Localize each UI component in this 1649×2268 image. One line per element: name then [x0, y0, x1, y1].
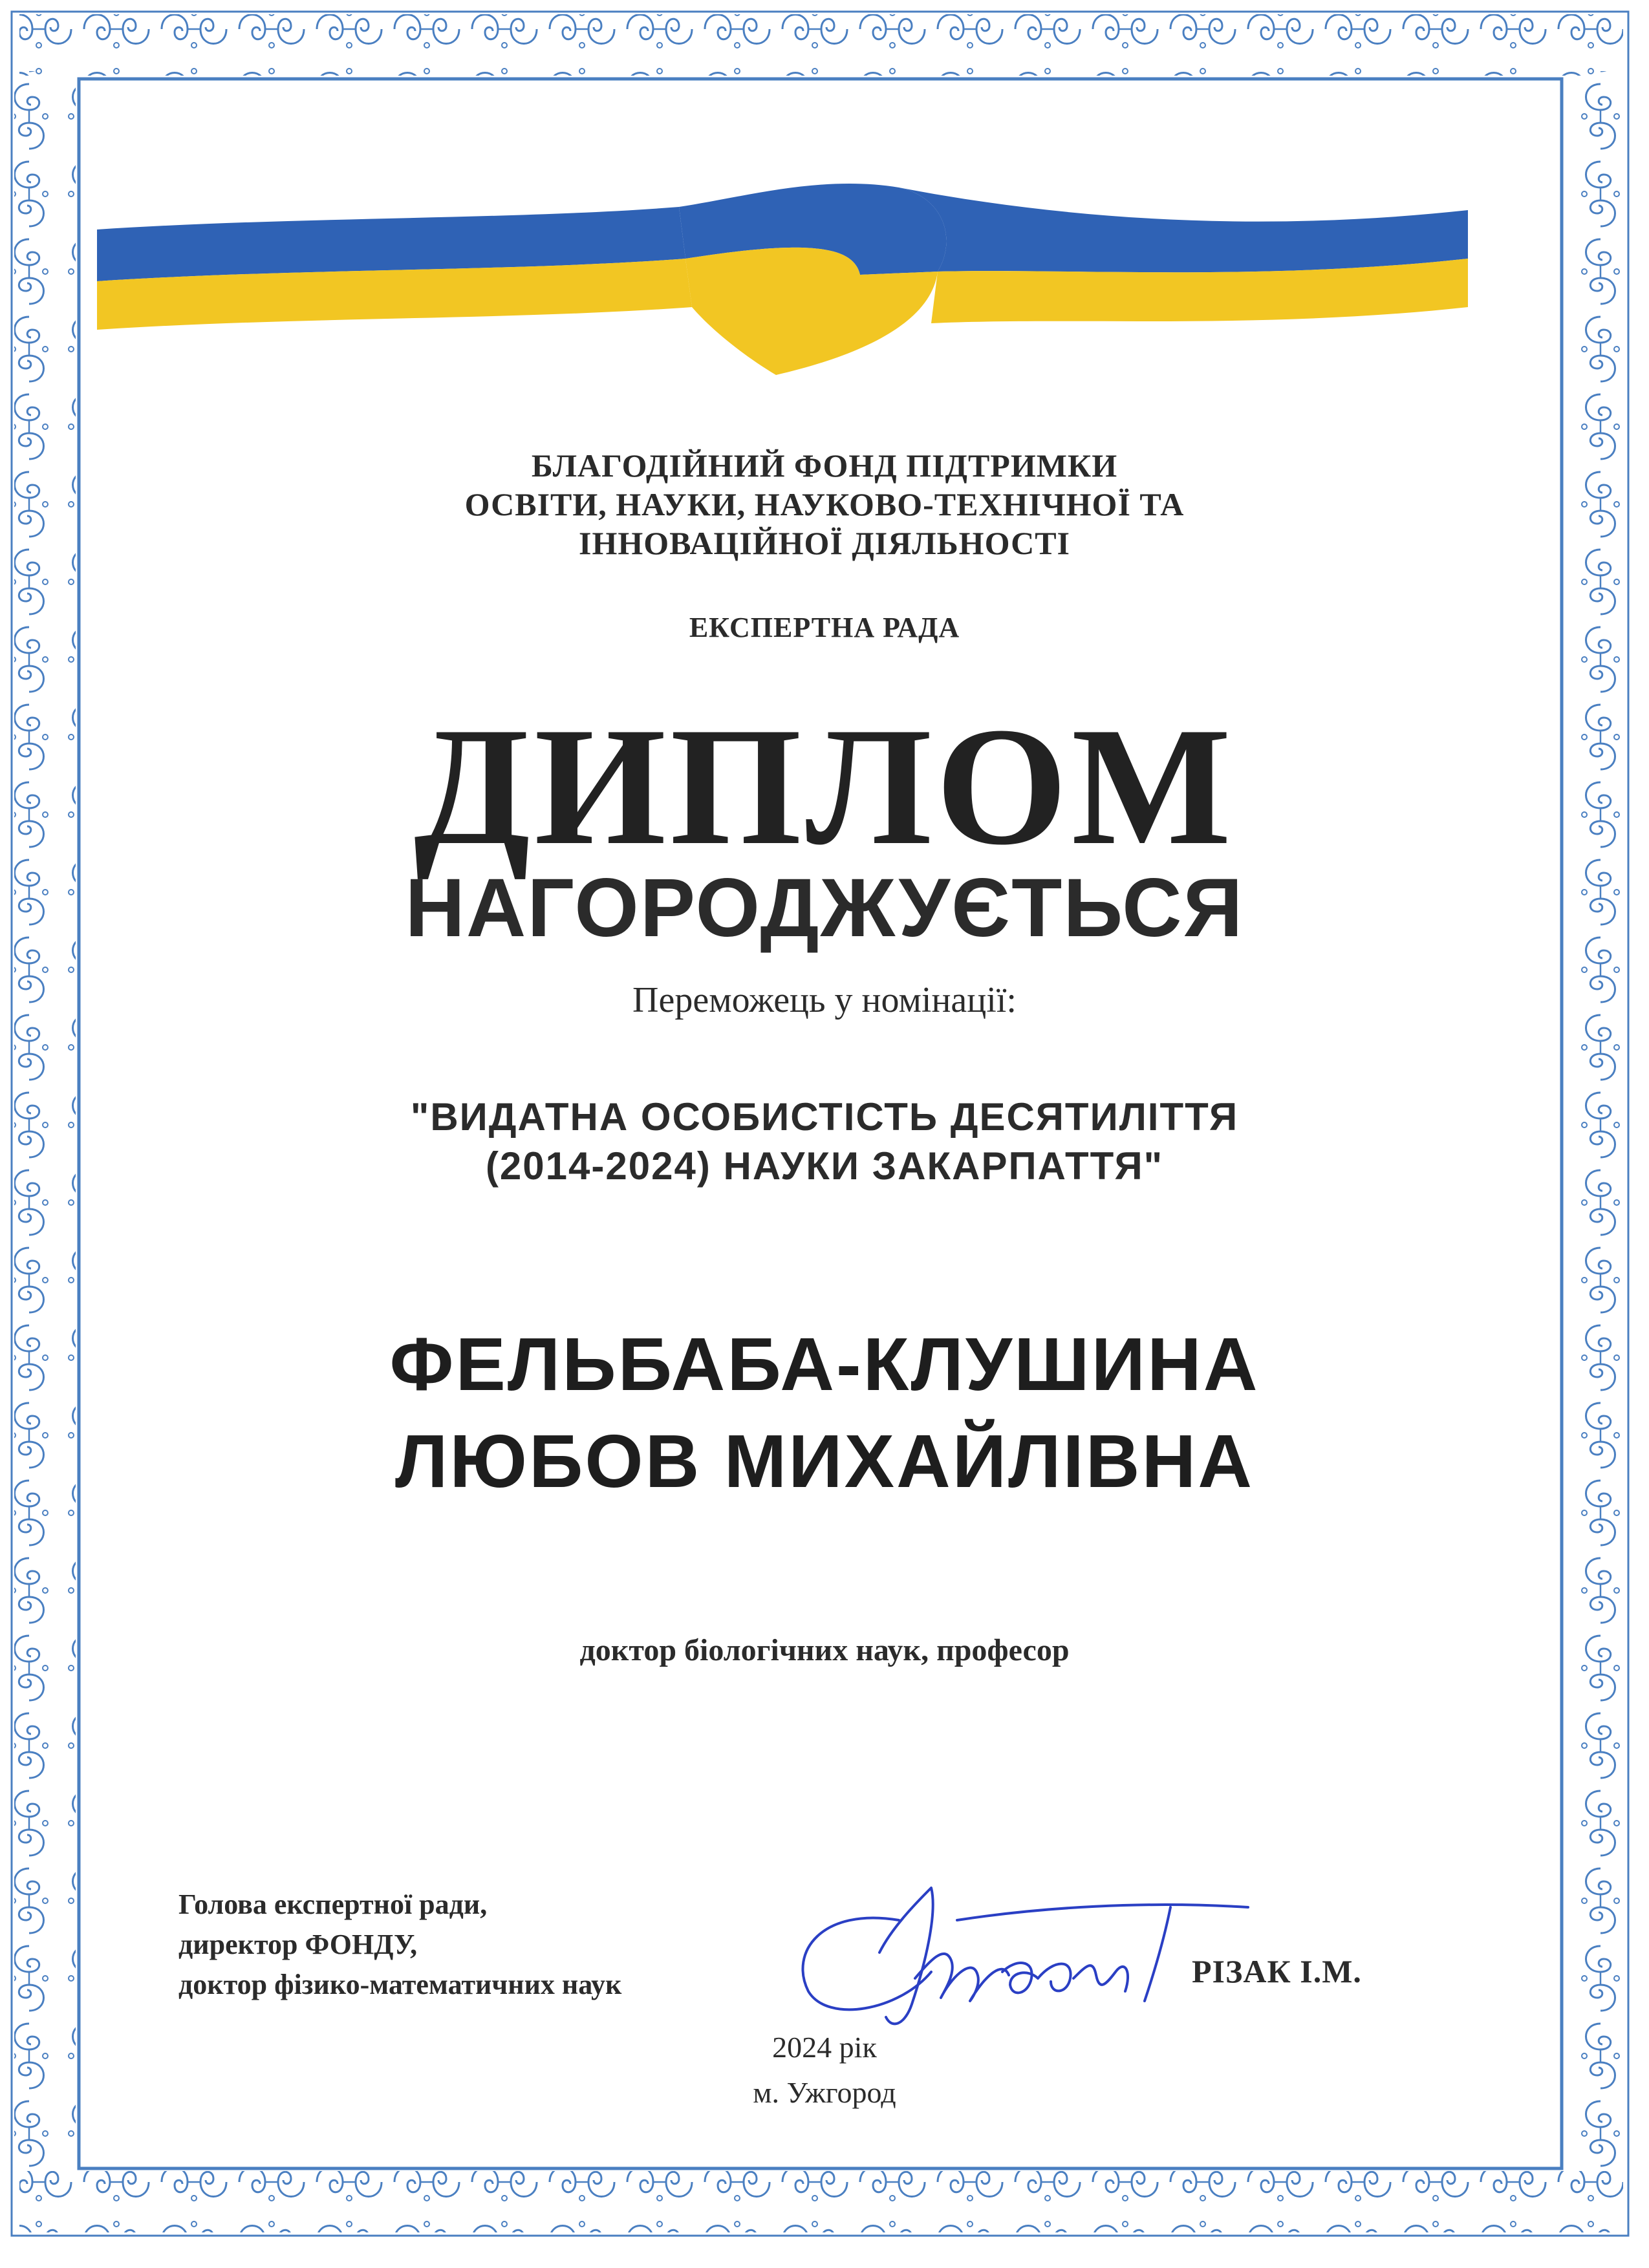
- nomination-title: [0, 1093, 1649, 1191]
- winner-label: Переможець у номінації:: [632, 980, 1017, 1020]
- expert-council: ЕКСПЕРТНА РАДА: [689, 612, 960, 643]
- organization-line-1: БЛАГОДІЙНИЙ ФОНД ПІДТРИМКИ: [531, 447, 1118, 484]
- award-city: м. Ужгород: [753, 2076, 896, 2109]
- signatory-title-line-3: доктор фізико-математичних наук: [178, 1969, 622, 2000]
- awardee-given-names: ЛЮБОВ МИХАЙЛІВНА: [394, 1419, 1255, 1503]
- signatory-name: РІЗАК І.М.: [1192, 1953, 1362, 1989]
- awardee-surname: ФЕЛЬБАБА-КЛУШИНА: [389, 1322, 1260, 1406]
- organization-line-2: ОСВІТИ, НАУКИ, НАУКОВО-ТЕХНІЧНОЇ ТА: [464, 486, 1185, 522]
- signatory-title: [178, 1885, 621, 2005]
- flag-ribbon: [97, 162, 1468, 381]
- signatory-title-line-2: директор ФОНДУ,: [178, 1929, 418, 1960]
- diploma-title: ДИПЛОМ: [413, 692, 1236, 880]
- awarded-heading: НАГОРОДЖУЄТЬСЯ: [405, 862, 1244, 954]
- nomination-line-1: "ВИДАТНА ОСОБИСТІСТЬ ДЕСЯТИЛІТТЯ: [410, 1095, 1239, 1139]
- awardee-degree: доктор біологічних наук, професор: [579, 1633, 1070, 1667]
- organization-line-3: ІННОВАЦІЙНОЇ ДІЯЛЬНОСТІ: [578, 525, 1070, 561]
- award-year: 2024 рік: [772, 2031, 877, 2064]
- nomination-line-2: (2014-2024) НАУКИ ЗАКАРПАТТЯ": [485, 1144, 1164, 1188]
- awardee-name: [0, 1316, 1649, 1510]
- signatory-title-line-1: Голова експертної ради,: [178, 1888, 488, 1920]
- organization-name: [0, 446, 1649, 562]
